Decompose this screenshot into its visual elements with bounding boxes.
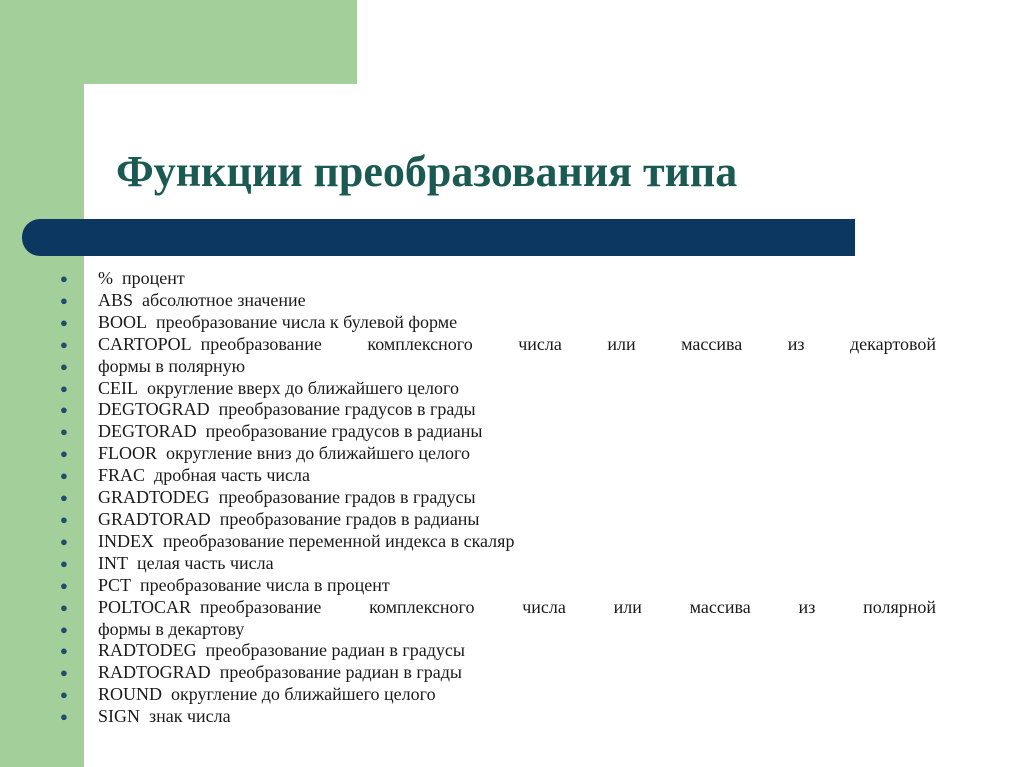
function-description: целая часть числа [137,552,274,573]
function-name: CEIL [98,377,138,398]
list-item [56,575,936,597]
function-name: BOOL [98,311,147,332]
function-description-continued: формы в декартову [98,618,245,639]
function-name: SIGN [98,706,141,727]
function-name: INDEX [98,530,154,551]
bullet-dot-icon: ● [60,665,68,681]
function-name: GRADTODEG [98,487,210,508]
function-description: дробная часть числа [154,465,311,486]
bullet-dot-icon: ● [60,271,68,286]
bullet-dot-icon: ● [60,621,68,637]
function-name: PCT [98,574,132,595]
list-item [56,334,936,356]
bullet-dot-icon: ● [60,402,68,418]
function-description: округление вверх до ближайшего целого [147,377,459,398]
bullet-dot-icon: ● [60,314,68,330]
function-description: округление вниз до ближайшего целого [166,443,470,464]
bullet-dot-icon: ● [60,358,68,374]
function-name: FRAC [98,465,146,486]
list-item [56,268,936,290]
function-description: преобразование комплексного числа или массива из полярной [200,596,936,617]
list-item [56,487,936,509]
function-name: ROUND [98,684,163,705]
list-item [56,399,936,421]
function-name: ABS [98,289,134,310]
function-name: RADTOGRAD [98,662,211,683]
function-name: POLTOCAR [98,596,192,617]
function-name: CARTOPOL [98,333,192,354]
slide-title: Функции преобразования типа [116,147,738,196]
function-description: преобразование числа к булевой форме [156,311,458,332]
list-item [56,356,936,378]
list-item [56,684,936,706]
list-item [56,378,936,400]
bullet-dot-icon: ● [60,533,68,549]
bullet-dot-icon: ● [60,468,68,484]
bullet-dot-icon: ● [60,424,68,440]
function-description: преобразование комплексного числа или массива из декартовой [200,333,936,354]
bullet-dot-icon: ● [60,490,68,506]
function-description: округление до ближайшего целого [171,684,436,705]
function-description: абсолютное значение [142,289,306,310]
function-description: преобразование градусов в радианы [205,421,483,442]
bullet-dot-icon: ● [60,380,68,396]
bullet-dot-icon: ● [60,643,68,659]
title-underline-bar [22,219,855,256]
list-item [56,465,936,487]
function-description: преобразование переменной индекса в скаляр [163,530,515,551]
function-list [56,268,936,728]
list-item [56,640,936,662]
list-item [56,290,936,312]
function-description: преобразование градов в радианы [219,508,480,529]
bullet-dot-icon: ● [60,555,68,571]
function-name: GRADTORAD [98,508,211,529]
function-description: преобразование градусов в грады [218,399,476,420]
list-item [56,312,936,334]
bullet-dot-icon: ● [60,446,68,462]
list-item [56,706,936,728]
function-description: преобразование числа в процент [140,574,390,595]
function-name: DEGTORAD [98,421,197,442]
function-name: RADTODEG [98,640,197,661]
bullet-dot-icon: ● [60,709,68,725]
function-name: FLOOR [98,443,158,464]
function-name: INT [98,552,128,573]
function-description-continued: формы в полярную [98,355,246,376]
list-item [56,421,936,443]
bullet-dot-icon: ● [60,336,68,352]
bullet-dot-icon: ● [60,687,68,703]
list-item [56,553,936,575]
function-description: преобразование градов в градусы [218,487,476,508]
function-name: DEGTOGRAD [98,399,210,420]
list-item [56,619,936,641]
list-item [56,443,936,465]
function-description: знак числа [149,706,231,727]
list-item [56,509,936,531]
function-description: процент [122,268,185,288]
bullet-dot-icon: ● [60,511,68,527]
list-item [56,597,936,619]
list-item [56,531,936,553]
list-item [56,662,936,684]
bullet-dot-icon: ● [60,599,68,615]
function-name: % [98,268,113,288]
function-description: преобразование радиан в градусы [205,640,465,661]
bullet-dot-icon: ● [60,577,68,593]
function-description: преобразование радиан в грады [219,662,462,683]
bullet-dot-icon: ● [60,292,68,308]
